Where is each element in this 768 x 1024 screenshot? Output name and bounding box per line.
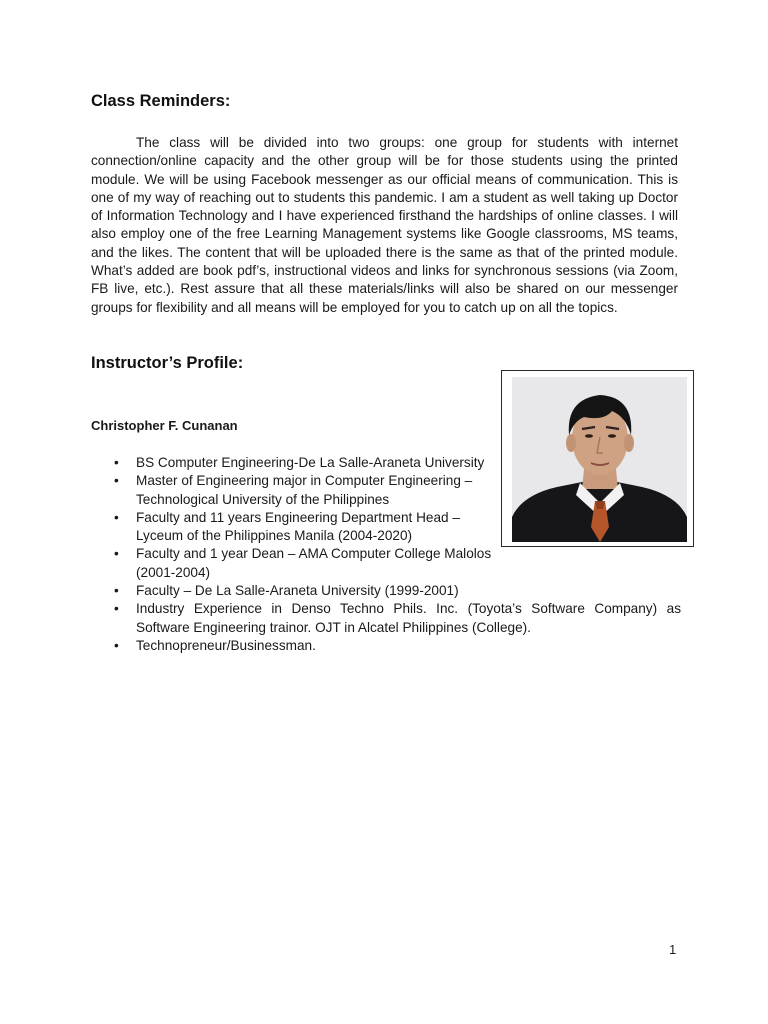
bullet-icon: •: [114, 583, 119, 599]
bullet-icon: •: [114, 509, 119, 525]
bullet-icon: •: [114, 546, 119, 562]
credential-item: • Faculty – De La Salle-Araneta University (1999-2001): [91, 582, 681, 600]
instructor-profile-heading: Instructor’s Profile:: [91, 354, 244, 372]
instructor-credentials-list: [91, 454, 681, 655]
page-number: 1: [669, 942, 677, 957]
credential-item: • Technopreneur/Businessman.: [91, 637, 681, 655]
class-reminders-paragraph: [91, 134, 678, 317]
class-reminders-text: The class will be divided into two groups: one group for students with internet connection/online capacity and the other group will be for those students using the printed module. We will be using Facebook messenger as our official means of communication. This is one of my way of reaching out to students this pandemic. I am a student as well taking up Doctor of Information Technology and I have experienced firsthand the hardships of online classes. I will also employ one of the free Learning Management systems like Google classrooms, MS teams, and the likes. The content that will be uploaded there is the same as that of the printed module. What’s added are book pdf’s, instructional videos and links for synchronous sessions (via Zoom, FB live, etc.). Rest assure that all these materials/links will also be shared on our messenger groups for flexibility and all means will be employed for you to catch up on all the topics.: [91, 135, 678, 315]
credential-item: • Master of Engineering major in Computer Engineering – Technological University of the Philippines: [114, 473, 473, 507]
bullet-icon: •: [114, 637, 119, 653]
credential-item: • Faculty and 1 year Dean – AMA Computer College Malolos (2001-2004): [114, 546, 492, 580]
class-reminders-heading: Class Reminders:: [91, 92, 231, 110]
bullet-icon: •: [114, 473, 119, 489]
credential-item: • Industry Experience in Denso Techno Phils. Inc. (Toyota’s Software Company) as Software Engineering trainor. OJT in Alcatel Philippines (College).: [114, 601, 681, 635]
bullet-icon: •: [114, 601, 119, 617]
instructor-name: Christopher F. Cunanan: [91, 418, 238, 433]
credential-item: • Faculty and 11 years Engineering Department Head – Lyceum of the Philippines Manila (2004-2020): [114, 509, 460, 544]
credential-item: • BS Computer Engineering-De La Salle-Araneta University: [91, 454, 681, 472]
bullet-icon: •: [114, 455, 119, 470]
